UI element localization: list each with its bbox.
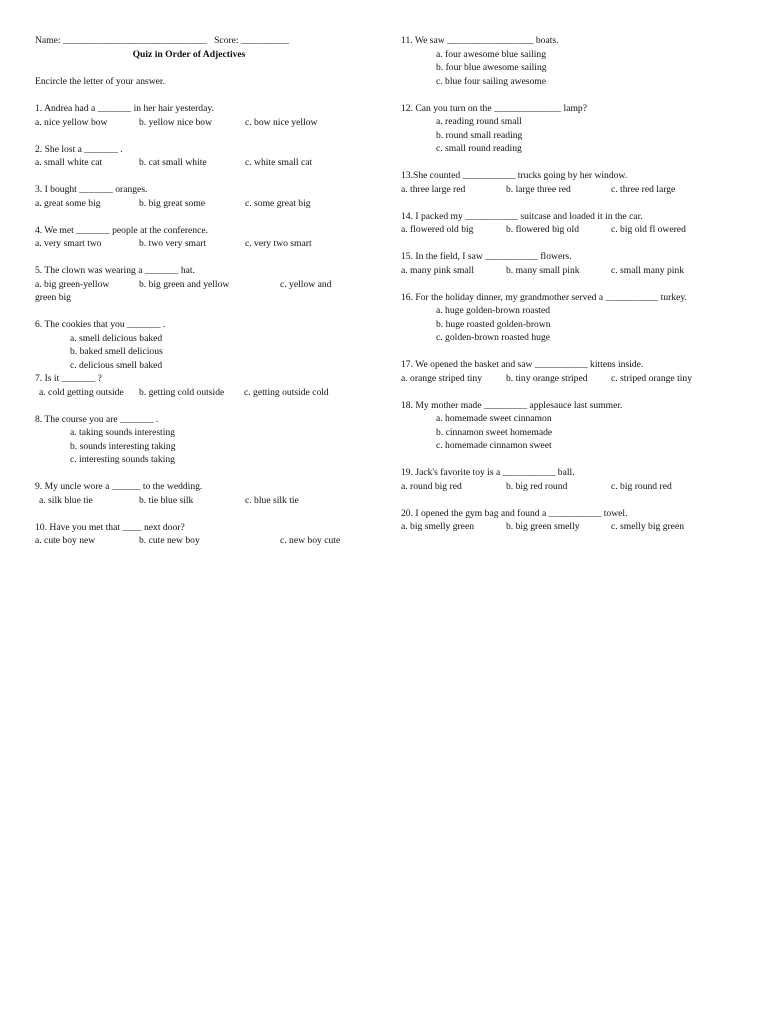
option-a[interactable]: a. big green-yellow xyxy=(35,278,110,290)
option-b[interactable]: b. big red round xyxy=(506,480,568,492)
answer-options xyxy=(401,520,731,534)
option-a[interactable]: a. great some big xyxy=(35,197,101,209)
question-10 xyxy=(35,521,365,548)
question-14 xyxy=(401,210,731,237)
option-b[interactable]: b. big green smelly xyxy=(506,521,580,532)
answer-options xyxy=(401,372,731,386)
option-b[interactable]: b. huge roasted golden-brown xyxy=(436,318,551,330)
answer-options xyxy=(35,386,365,400)
option-a[interactable]: a. cute boy new xyxy=(35,535,96,546)
option-c[interactable]: c. some great big xyxy=(245,197,311,209)
answer-options xyxy=(401,115,731,156)
question-stem: 2. She lost a _______ . xyxy=(35,143,123,155)
question-stem: 7. Is it _______ ? xyxy=(35,373,102,384)
option-c[interactable]: c. getting outside cold xyxy=(244,386,329,398)
answer-options xyxy=(35,156,365,170)
question-4 xyxy=(35,224,365,251)
question-2 xyxy=(35,143,365,170)
answer-options xyxy=(35,494,365,508)
option-c[interactable]: c. white small cat xyxy=(245,157,313,168)
option-a[interactable]: a. reading round small xyxy=(436,116,522,127)
option-c[interactable]: c. three red large xyxy=(611,183,676,195)
option-a[interactable]: a. flowered old big xyxy=(401,224,474,235)
option-c[interactable]: c. smelly big green xyxy=(611,521,684,532)
score-field-label: Score: __________ xyxy=(214,35,289,46)
question-3 xyxy=(35,183,365,210)
question-stem: 8. The course you are _______ . xyxy=(35,413,159,425)
option-c[interactable]: c. very two smart xyxy=(245,238,312,249)
option-b[interactable]: b. many small pink xyxy=(506,264,580,276)
question-stem: 14. I packed my ___________ suitcase and loaded it in the car. xyxy=(401,210,643,222)
answer-options xyxy=(35,116,365,130)
question-stem: 18. My mother made _________ applesauce last summer. xyxy=(401,399,623,411)
question-7 xyxy=(35,372,365,399)
answer-options xyxy=(401,304,731,345)
question-stem: 16. For the holiday dinner, my grandmother served a ___________ turkey. xyxy=(401,291,687,303)
answer-options xyxy=(35,278,365,292)
option-a[interactable]: a. big smelly green xyxy=(401,521,474,532)
question-stem: 13.She counted ___________ trucks going by her window. xyxy=(401,170,628,181)
name-field-label: Name: ______________________________ xyxy=(35,35,207,46)
answer-options xyxy=(401,48,731,89)
option-a[interactable]: a. round big red xyxy=(401,480,462,492)
question-stem: 6. The cookies that you _______ . xyxy=(35,319,166,330)
right-column xyxy=(401,34,731,534)
option-c-continued: green big xyxy=(35,292,71,303)
option-c[interactable]: c. bow nice yellow xyxy=(245,116,318,128)
answer-options xyxy=(401,183,731,197)
question-stem: 3. I bought _______ oranges. xyxy=(35,184,148,195)
option-b[interactable]: b. tiny orange striped xyxy=(506,372,588,384)
option-c[interactable]: c. striped orange tiny xyxy=(611,372,692,384)
question-stem: 17. We opened the basket and saw ___________ kittens inside. xyxy=(401,359,644,370)
option-c[interactable]: c. delicious smell baked xyxy=(70,359,163,371)
question-stem: 19. Jack's favorite toy is a ___________ ball. xyxy=(401,467,575,478)
question-19 xyxy=(401,466,731,493)
header-line xyxy=(35,34,365,48)
option-a[interactable]: a. huge golden-brown roasted xyxy=(436,305,551,316)
option-b[interactable]: b. large three red xyxy=(506,183,571,195)
question-stem: 20. I opened the gym bag and found a ___________ towel. xyxy=(401,507,628,519)
answer-options xyxy=(35,534,365,548)
question-1 xyxy=(35,102,365,129)
option-c[interactable]: c. small many pink xyxy=(611,264,685,276)
question-13 xyxy=(401,169,731,196)
option-b[interactable]: b. baked smell delicious xyxy=(70,346,163,357)
option-c[interactable]: c. blue four sailing awesome xyxy=(436,75,547,87)
option-b[interactable]: b. cinnamon sweet homemade xyxy=(436,426,553,438)
option-a[interactable]: a. four awesome blue sailing xyxy=(436,48,547,60)
question-15 xyxy=(401,250,731,277)
option-c[interactable]: c. new boy cute xyxy=(280,535,341,546)
question-11 xyxy=(401,34,731,88)
option-c[interactable]: c. small round reading xyxy=(436,143,522,154)
option-a[interactable]: a. orange striped tiny xyxy=(401,372,482,384)
option-c[interactable]: c. golden-brown roasted huge xyxy=(436,332,551,343)
option-b[interactable]: b. four blue awesome sailing xyxy=(436,62,547,73)
question-6 xyxy=(35,318,365,372)
question-5 xyxy=(35,264,365,305)
option-c[interactable]: c. interesting sounds taking xyxy=(70,454,175,465)
option-c[interactable]: c. yellow and xyxy=(280,278,332,290)
option-b[interactable]: b. cat small white xyxy=(139,157,207,168)
option-b[interactable]: b. getting cold outside xyxy=(139,386,225,398)
option-a[interactable]: a. taking sounds interesting xyxy=(70,427,175,438)
question-stem: 10. Have you met that ____ next door? xyxy=(35,521,185,533)
question-stem: 15. In the field, I saw ___________ flowers. xyxy=(401,251,572,262)
question-18 xyxy=(401,399,731,453)
question-16 xyxy=(401,291,731,345)
answer-options xyxy=(35,197,365,211)
option-b[interactable]: b. tie blue silk xyxy=(139,494,194,506)
question-stem: 4. We met _______ people at the conference. xyxy=(35,224,209,236)
option-a[interactable]: a. homemade sweet cinnamon xyxy=(436,413,552,424)
option-b[interactable]: b. flowered big old xyxy=(506,224,580,235)
option-a[interactable]: a. cold getting outside xyxy=(39,386,124,398)
question-9 xyxy=(35,480,365,507)
question-12 xyxy=(401,102,731,156)
answer-options xyxy=(401,223,731,237)
quiz-title: Quiz in Order of Adjectives xyxy=(132,48,246,60)
option-a[interactable]: a. small white cat xyxy=(35,157,103,168)
option-b[interactable]: b. cute new boy xyxy=(139,535,200,546)
question-stem: 9. My uncle wore a ______ to the wedding. xyxy=(35,481,203,492)
question-stem: 1. Andrea had a _______ in her hair yesterday. xyxy=(35,103,214,114)
answer-options xyxy=(35,426,365,467)
answer-options xyxy=(401,412,731,453)
option-b[interactable]: b. two very smart xyxy=(139,238,207,249)
option-a[interactable]: a. smell delicious baked xyxy=(70,332,163,344)
option-c[interactable]: c. big old fl owered xyxy=(611,224,686,235)
option-b[interactable]: b. big green and yellow xyxy=(139,278,230,290)
option-b[interactable]: b. big great some xyxy=(139,197,206,209)
answer-options xyxy=(401,480,731,494)
left-column xyxy=(35,34,365,548)
question-stem: 5. The clown was wearing a _______ hat. xyxy=(35,265,195,276)
option-b[interactable]: b. sounds interesting taking xyxy=(70,440,176,452)
answer-options xyxy=(401,264,731,278)
instructions: Encircle the letter of your answer. xyxy=(35,76,165,87)
question-stem: 12. Can you turn on the ______________ lamp? xyxy=(401,102,587,114)
question-17 xyxy=(401,358,731,385)
option-a[interactable]: a. very smart two xyxy=(35,238,102,249)
option-b[interactable]: b. yellow nice bow xyxy=(139,116,213,128)
option-a[interactable]: a. many pink small xyxy=(401,264,475,276)
option-c[interactable]: c. blue silk tie xyxy=(245,494,299,506)
option-c[interactable]: c. big round red xyxy=(611,480,672,492)
option-a[interactable]: a. three large red xyxy=(401,183,466,195)
option-a[interactable]: a. nice yellow bow xyxy=(35,116,108,128)
option-b[interactable]: b. round small reading xyxy=(436,129,523,141)
option-c[interactable]: c. homemade cinnamon sweet xyxy=(436,440,552,451)
option-a[interactable]: a. silk blue tie xyxy=(39,494,93,506)
question-8 xyxy=(35,413,365,467)
question-stem: 11. We saw __________________ boats. xyxy=(401,35,559,46)
answer-options xyxy=(35,332,365,373)
answer-options xyxy=(35,237,365,251)
question-20 xyxy=(401,507,731,534)
